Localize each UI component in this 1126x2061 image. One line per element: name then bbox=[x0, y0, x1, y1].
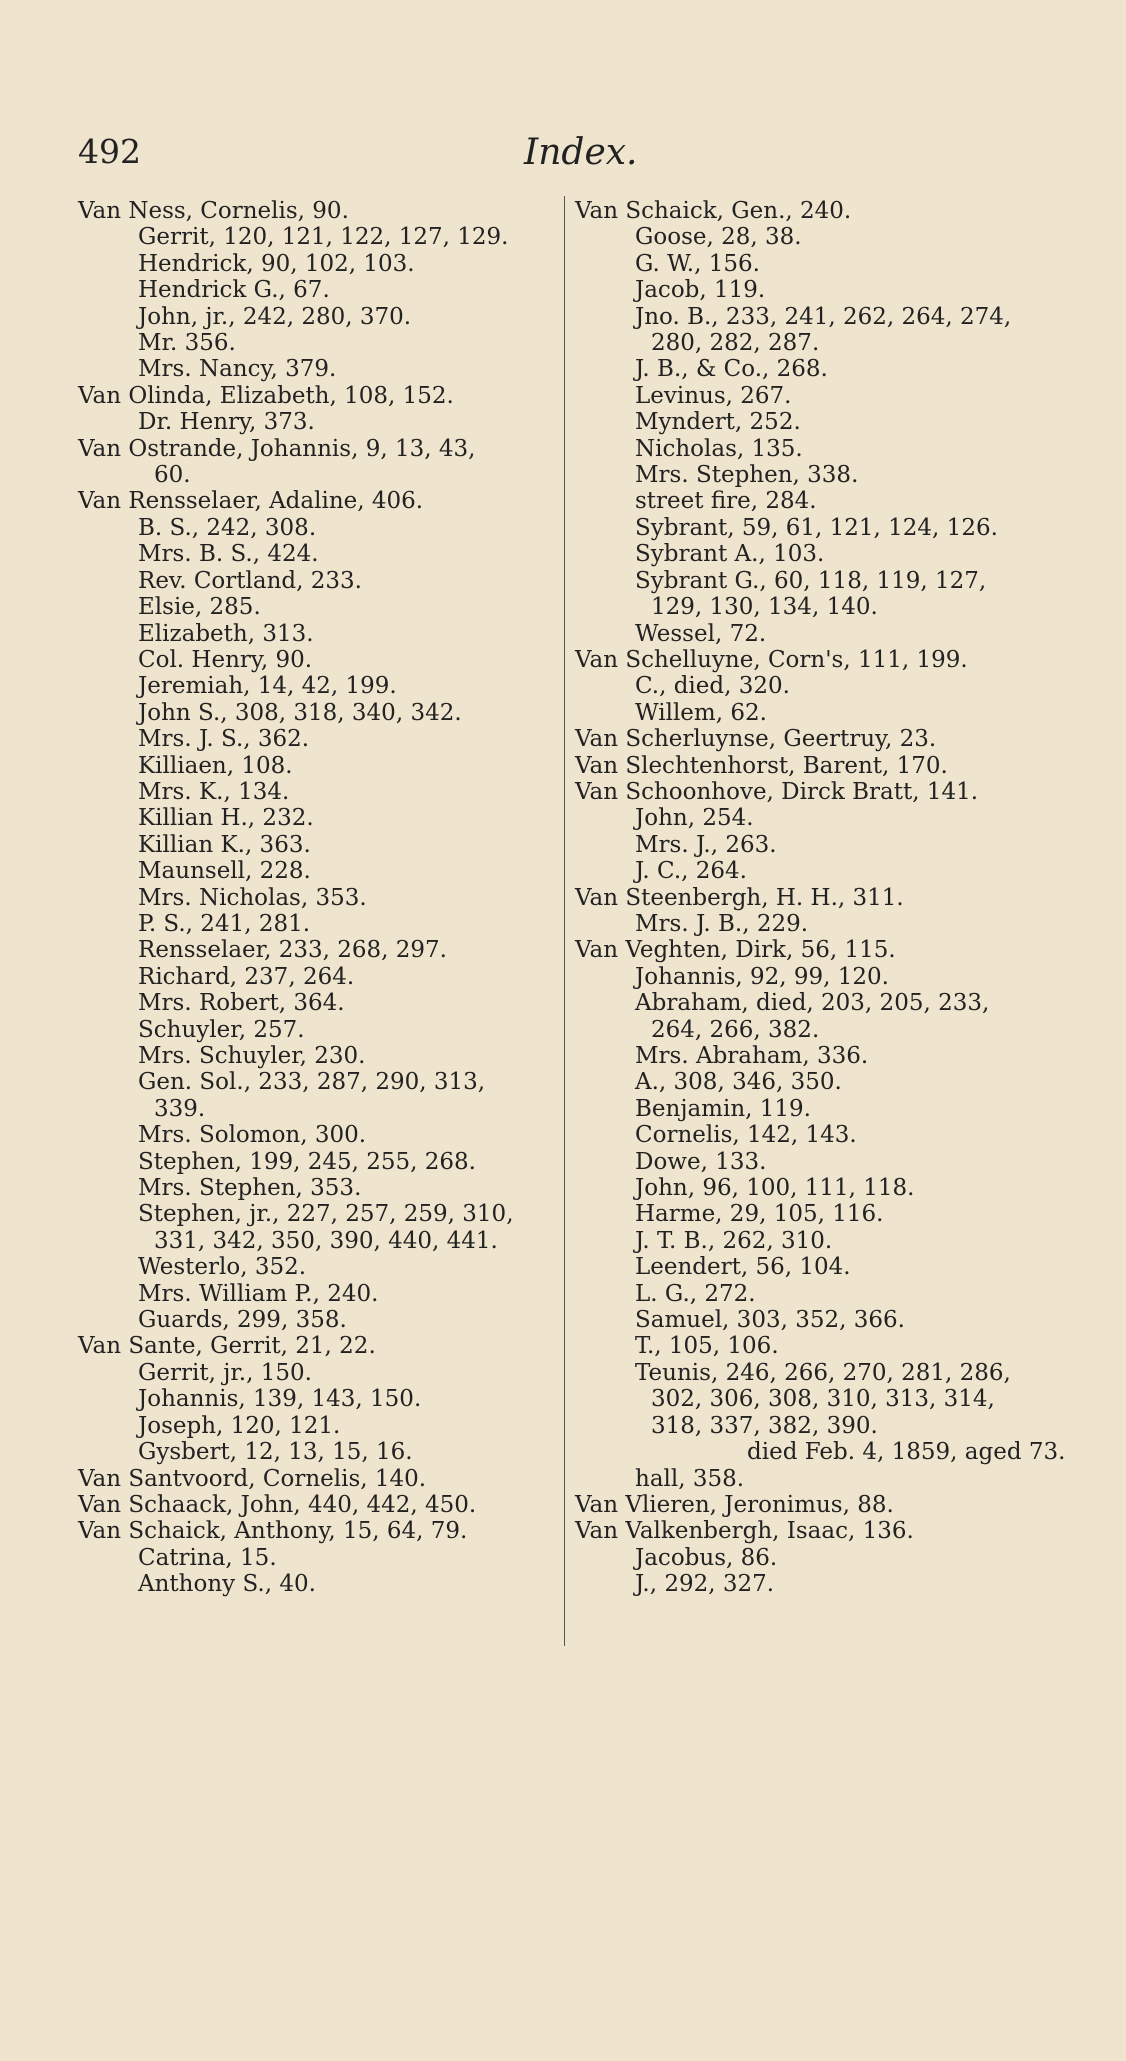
index-entry: Killiaen, 108. bbox=[138, 752, 293, 779]
index-entry: Teunis, 246, 266, 270, 281, 286, bbox=[635, 1359, 1011, 1386]
index-entry: Van Valkenbergh, Isaac, 136. bbox=[575, 1518, 914, 1545]
index-entry: 331, 342, 350, 390, 440, 441. bbox=[154, 1227, 498, 1254]
index-entry: J. C., 264. bbox=[635, 858, 747, 885]
index-entry: Guards, 299, 358. bbox=[138, 1307, 347, 1334]
index-entry: Mrs. Stephen, 353. bbox=[138, 1175, 362, 1202]
index-entry: Van Slechtenhorst, Barent, 170. bbox=[575, 752, 948, 779]
index-entry: Wessel, 72. bbox=[635, 620, 767, 647]
index-entry: John, 96, 100, 111, 118. bbox=[635, 1175, 915, 1202]
index-entry: Jeremiah, 14, 42, 199. bbox=[138, 673, 397, 700]
index-entry: Sybrant G., 60, 118, 119, 127, bbox=[635, 567, 987, 594]
index-entry: street fire, 284. bbox=[635, 488, 817, 515]
index-entry: Richard, 237, 264. bbox=[138, 963, 355, 990]
index-entry: Gerrit, jr., 150. bbox=[138, 1359, 312, 1386]
index-entry: Van Olinda, Elizabeth, 108, 152. bbox=[78, 382, 454, 409]
index-entry: Mrs. Robert, 364. bbox=[138, 990, 345, 1017]
index-entry: 339. bbox=[154, 1095, 206, 1122]
column-divider bbox=[564, 196, 565, 1646]
index-entry: J., 292, 327. bbox=[635, 1571, 775, 1598]
index-entry: Elizabeth, 313. bbox=[138, 620, 314, 647]
index-entry: Maunsell, 228. bbox=[138, 858, 311, 885]
index-entry: John S., 308, 318, 340, 342. bbox=[138, 699, 462, 726]
index-entry: Jacob, 119. bbox=[635, 277, 766, 304]
index-entry: Gerrit, 120, 121, 122, 127, 129. bbox=[138, 224, 509, 251]
index-entry: Mrs. J. B., 229. bbox=[635, 910, 809, 937]
index-entry: Mrs. Solomon, 300. bbox=[138, 1122, 367, 1149]
index-entry: Cornelis, 142, 143. bbox=[635, 1122, 857, 1149]
index-entry: Myndert, 252. bbox=[635, 409, 801, 436]
index-entry: Killian K., 363. bbox=[138, 831, 311, 858]
index-entry: J. B., & Co., 268. bbox=[635, 356, 828, 383]
index-entry: Elsie, 285. bbox=[138, 594, 261, 621]
index-entry: Mrs. Nicholas, 353. bbox=[138, 884, 367, 911]
index-entry: Mrs. Stephen, 338. bbox=[635, 462, 859, 489]
index-entry: 129, 130, 134, 140. bbox=[651, 594, 878, 621]
index-entry: Van Veghten, Dirk, 56, 115. bbox=[575, 937, 896, 964]
index-entry: Catrina, 15. bbox=[138, 1544, 277, 1571]
index-entry: 280, 282, 287. bbox=[651, 330, 820, 357]
index-entry: Gysbert, 12, 13, 15, 16. bbox=[138, 1439, 413, 1466]
index-entry: died Feb. 4, 1859, aged 73. bbox=[747, 1439, 1066, 1466]
index-entry: Schuyler, 257. bbox=[138, 1016, 305, 1043]
index-entry: 318, 337, 382, 390. bbox=[651, 1412, 878, 1439]
index-entry: Mrs. William P., 240. bbox=[138, 1280, 379, 1307]
index-entry: Abraham, died, 203, 205, 233, bbox=[635, 990, 990, 1017]
index-entry: Van Ness, Cornelis, 90. bbox=[78, 198, 349, 224]
index-entry: Johannis, 92, 99, 120. bbox=[635, 963, 889, 990]
page-header bbox=[78, 132, 1058, 180]
index-entry: Killian H., 232. bbox=[138, 805, 314, 832]
index-entry: 60. bbox=[154, 462, 191, 489]
index-entry: Van Santvoord, Cornelis, 140. bbox=[78, 1465, 427, 1492]
index-entry: Jacobus, 86. bbox=[635, 1544, 778, 1571]
index-entry: Johannis, 139, 143, 150. bbox=[138, 1386, 422, 1413]
index-entry: J. T. B., 262, 310. bbox=[635, 1227, 833, 1254]
index-entry: Dowe, 133. bbox=[635, 1148, 767, 1175]
index-entry: Hendrick, 90, 102, 103. bbox=[138, 250, 415, 277]
index-entry: Van Schaack, John, 440, 442, 450. bbox=[78, 1491, 477, 1518]
index-entry: Goose, 28, 38. bbox=[635, 224, 802, 251]
index-entry: Mr. 356. bbox=[138, 330, 236, 357]
index-entry: C., died, 320. bbox=[635, 673, 790, 700]
index-entry: hall, 358. bbox=[635, 1465, 745, 1492]
index-entry: Van Schaick, Gen., 240. bbox=[575, 198, 852, 224]
index-entry: Jno. B., 233, 241, 262, 264, 274, bbox=[635, 303, 1012, 330]
index-entry: Rev. Cortland, 233. bbox=[138, 567, 362, 594]
index-entry: Samuel, 303, 352, 366. bbox=[635, 1307, 905, 1334]
index-entry: Van Rensselaer, Adaline, 406. bbox=[78, 488, 424, 515]
index-entry: Mrs. K., 134. bbox=[138, 778, 290, 805]
index-entry: Van Schoonhove, Dirck Bratt, 141. bbox=[575, 778, 979, 805]
index-entry: 264, 266, 382. bbox=[651, 1016, 820, 1043]
index-entry: Hendrick G., 67. bbox=[138, 277, 330, 304]
index-entry: 302, 306, 308, 310, 313, 314, bbox=[651, 1386, 995, 1413]
index-entry: Leendert, 56, 104. bbox=[635, 1254, 851, 1281]
index-entry: Sybrant A., 103. bbox=[635, 541, 825, 568]
index-column-right bbox=[575, 198, 1075, 1598]
index-entry: Benjamin, 119. bbox=[635, 1095, 811, 1122]
index-entry: Van Ostrande, Johannis, 9, 13, 43, bbox=[78, 435, 476, 462]
index-entry: Mrs. J. S., 362. bbox=[138, 726, 310, 753]
index-entry: Van Steenbergh, H. H., 311. bbox=[575, 884, 904, 911]
index-entry: P. S., 241, 281. bbox=[138, 910, 311, 937]
index-entry: B. S., 242, 308. bbox=[138, 514, 317, 541]
index-entry: Van Vlieren, Jeronimus, 88. bbox=[575, 1491, 894, 1518]
index-entry: Anthony S., 40. bbox=[138, 1571, 316, 1598]
page-title: Index. bbox=[524, 132, 638, 173]
index-entry: T., 105, 106. bbox=[635, 1333, 779, 1360]
index-entry: Sybrant, 59, 61, 121, 124, 126. bbox=[635, 514, 998, 541]
index-entry: Willem, 62. bbox=[635, 699, 767, 726]
index-entry: Harme, 29, 105, 116. bbox=[635, 1201, 884, 1228]
index-entry: Van Scherluynse, Geertruy, 23. bbox=[575, 726, 937, 753]
index-entry: Stephen, 199, 245, 255, 268. bbox=[138, 1148, 476, 1175]
index-entry: Joseph, 120, 121. bbox=[138, 1412, 341, 1439]
index-entry: Van Schaick, Anthony, 15, 64, 79. bbox=[78, 1518, 468, 1545]
index-entry: Van Schelluyne, Corn's, 111, 199. bbox=[575, 646, 968, 673]
index-entry: Mrs. B. S., 424. bbox=[138, 541, 319, 568]
index-entry: Mrs. Schuyler, 230. bbox=[138, 1043, 366, 1069]
index-entry: John, 254. bbox=[635, 805, 754, 832]
index-entry: Mrs. J., 263. bbox=[635, 831, 777, 858]
index-entry: Stephen, jr., 227, 257, 259, 310, bbox=[138, 1201, 514, 1228]
index-entry: Col. Henry, 90. bbox=[138, 646, 313, 673]
index-entry: John, jr., 242, 280, 370. bbox=[138, 303, 412, 330]
page-number: 492 bbox=[78, 132, 141, 171]
index-entry: Mrs. Nancy, 379. bbox=[138, 356, 337, 383]
index-entry: Westerlo, 352. bbox=[138, 1254, 307, 1281]
index-entry: G. W., 156. bbox=[635, 250, 760, 277]
index-entry: Van Sante, Gerrit, 21, 22. bbox=[78, 1333, 376, 1360]
index-entry: L. G., 272. bbox=[635, 1280, 756, 1307]
index-column-left bbox=[78, 198, 588, 1598]
index-entry: A., 308, 346, 350. bbox=[635, 1069, 842, 1096]
index-entry: Rensselaer, 233, 268, 297. bbox=[138, 937, 447, 964]
index-entry: Dr. Henry, 373. bbox=[138, 409, 315, 436]
index-entry: Nicholas, 135. bbox=[635, 435, 803, 462]
index-entry: Gen. Sol., 233, 287, 290, 313, bbox=[138, 1069, 486, 1096]
index-entry: Mrs. Abraham, 336. bbox=[635, 1043, 869, 1069]
index-entry: Levinus, 267. bbox=[635, 382, 792, 409]
